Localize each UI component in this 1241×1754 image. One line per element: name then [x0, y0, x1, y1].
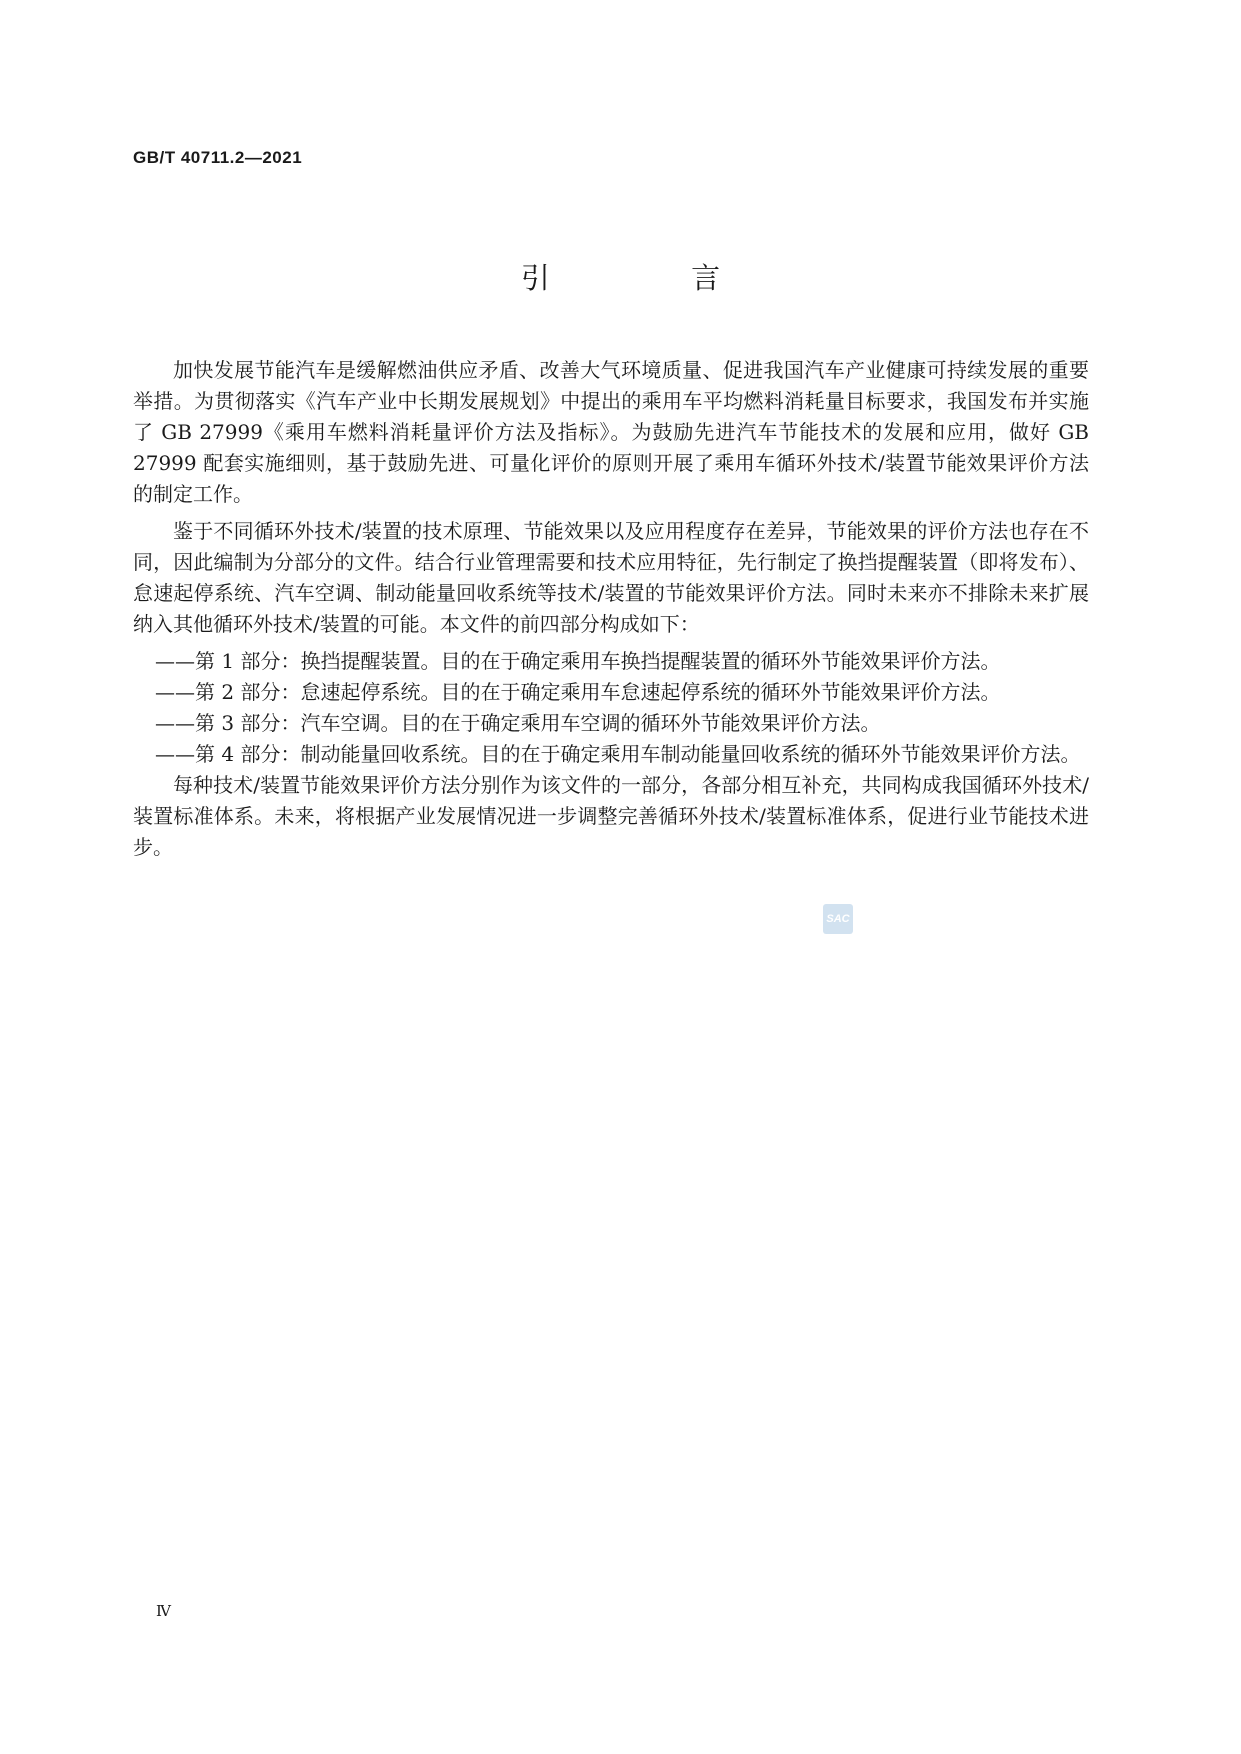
page-title: 引 言 [520, 261, 787, 295]
document-body [133, 355, 1089, 869]
closing-paragraph: 每种技术/装置节能效果评价方法分别作为该文件的一部分，各部分相互补充，共同构成我国循环外技术/装置标准体系。未来，将根据产业发展情况进一步调整完善循环外技术/装置标准体系，促进行业节能技术进步。 [133, 773, 1089, 859]
part-list-item-2: ——第 2 部分：怠速起停系统。目的在于确定乘用车怠速起停系统的循环外节能效果评价方法。 [155, 680, 1001, 704]
sac-watermark-logo: SAC [823, 904, 853, 934]
part-list-item-3: ——第 3 部分：汽车空调。目的在于确定乘用车空调的循环外节能效果评价方法。 [155, 711, 881, 735]
page-number: Ⅳ [156, 1602, 171, 1620]
intro-paragraph-1: 加快发展节能汽车是缓解燃油供应矛盾、改善大气环境质量、促进我国汽车产业健康可持续发展的重要举措。为贯彻落实《汽车产业中长期发展规划》中提出的乘用车平均燃料消耗量目标要求，我国发布并实施了 GB 27999《乘用车燃料消耗量评价方法及指标》。为鼓励先进汽车节能技术的发展和应用，做好 GB 27999 配套实施细则，基于鼓励先进、可量化评价的原则开展了乘用车循环外技术/装置节能效果评价方法的制定工作。 [133, 358, 1089, 506]
part-list-item-1: ——第 1 部分：换挡提醒装置。目的在于确定乘用车换挡提醒装置的循环外节能效果评价方法。 [155, 649, 1001, 673]
part-list-item-4: ——第 4 部分：制动能量回收系统。目的在于确定乘用车制动能量回收系统的循环外节能效果评价方法。 [155, 742, 1081, 766]
intro-paragraph-2: 鉴于不同循环外技术/装置的技术原理、节能效果以及应用程度存在差异，节能效果的评价方法也存在不同，因此编制为分部分的文件。结合行业管理需要和技术应用特征，先行制定了换挡提醒装置（即将发布）、怠速起停系统、汽车空调、制动能量回收系统等技术/装置的节能效果评价方法。同时未来亦不排除未来扩展纳入其他循环外技术/装置的可能。本文件的前四部分构成如下： [133, 519, 1089, 636]
standard-code: GB/T 40711.2—2021 [133, 148, 303, 167]
